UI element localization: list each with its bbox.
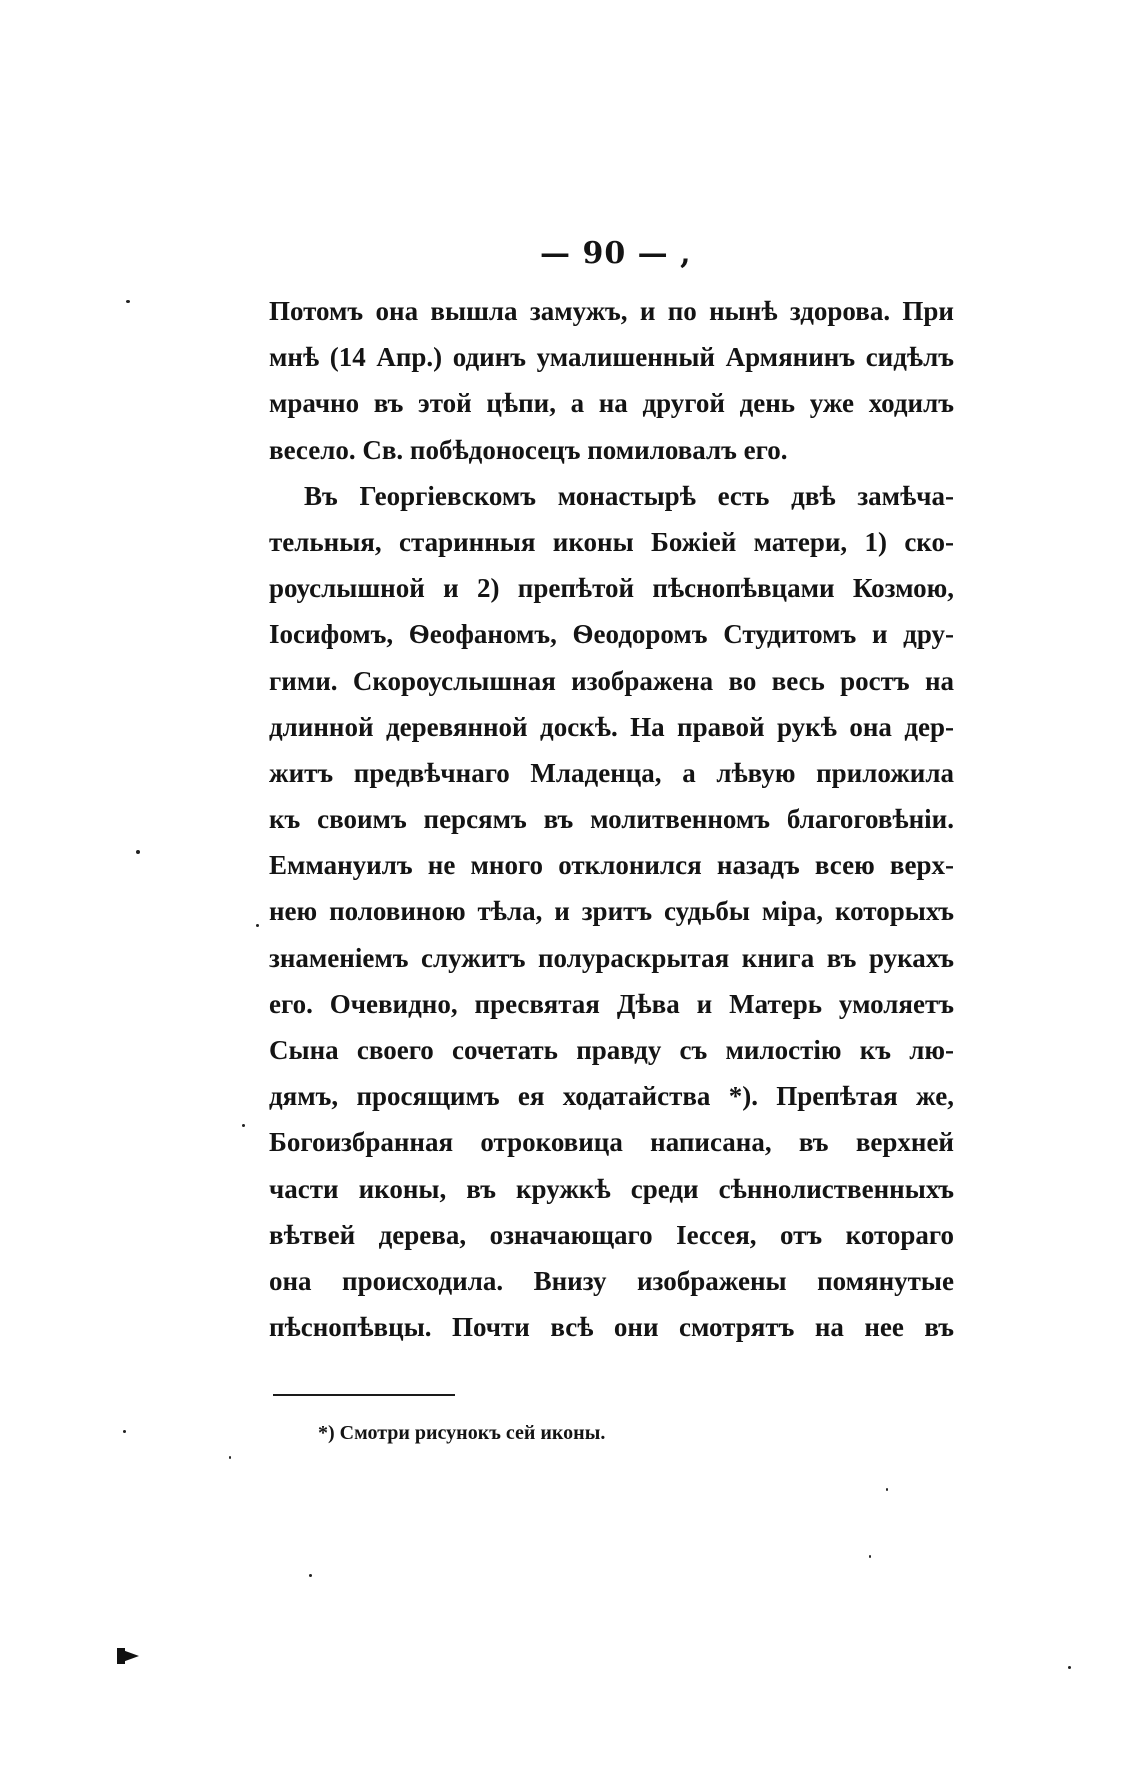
scan-speck [869,1555,871,1558]
text-line: роуслышной и 2) препѣтой пѣснопѣвцами Козмою, [269,573,954,604]
text-line: пѣснопѣвцы. Почти всѣ они смотрятъ на нее въ [269,1312,954,1343]
page-number: — 90 — , [540,236,692,271]
text-line: части иконы, въ кружкѣ среди сѣннолиственныхъ [269,1173,954,1204]
text-line: Іосифомъ, Ѳеофаномъ, Ѳеодоромъ Студитомъ и дру- [269,619,954,650]
text-line: Богоизбранная отроковица написана, въ верхней [269,1127,954,1158]
footnote-divider [273,1394,455,1396]
text-line: весело. Св. побѣдоносецъ помиловалъ его. [269,434,788,465]
text-line: гими. Скороуслышная изображена во весь ростъ на [269,665,954,696]
scan-speck [229,1456,231,1459]
footnote: *) Смотри рисунокъ сей иконы. [318,1422,606,1444]
scan-speck [1068,1666,1071,1669]
scan-speck [886,1488,888,1491]
scan-speck [136,850,140,854]
main-text [269,288,954,1350]
text-line: она происходила. Внизу изображены помянутые [269,1265,954,1296]
text-line: дямъ, просящимъ ея ходатайства *). Препѣтая же, [269,1081,954,1112]
scan-speck [309,1574,312,1577]
scan-speck [256,924,259,927]
text-line: мрачно въ этой цѣпи, а на другой день уже ходилъ [269,388,954,419]
text-line: знаменіемъ служитъ полураскрытая книга въ рукахъ [269,942,954,973]
text-line: вѣтвей дерева, означающаго Іессея, отъ котораго [269,1219,954,1250]
scan-speck [126,300,130,303]
text-line: тельныя, старинныя иконы Божіей матери, 1) ско- [269,526,954,557]
text-line: длинной деревянной доскѣ. На правой рукѣ она дер- [269,711,954,742]
text-line: Сына своего сочетать правду съ милостію къ лю- [269,1035,954,1065]
text-line: мнѣ (14 Апр.) одинъ умалишенный Армянинъ сидѣлъ [269,342,954,373]
text-line: его. Очевидно, пресвятая Дѣва и Матерь умоляетъ [269,988,954,1019]
scan-mark-arrow [117,1648,139,1664]
text-line: Еммануилъ не много отклонился назадъ всею верх- [269,850,954,881]
text-line: житъ предвѣчнаго Младенца, а лѣвую приложила [269,757,954,788]
scan-speck [123,1430,126,1433]
text-line: нею половиною тѣла, и зритъ судьбы міра, которыхъ [269,896,954,927]
text-line: къ своимъ персямъ въ молитвенномъ благоговѣніи. [269,804,954,835]
text-line: Въ Георгіевскомъ монастырѣ есть двѣ замѣча- [304,480,954,511]
text-line: Потомъ она вышла замужъ, и по нынѣ здорова. При [269,296,954,326]
scan-speck [242,1124,245,1127]
